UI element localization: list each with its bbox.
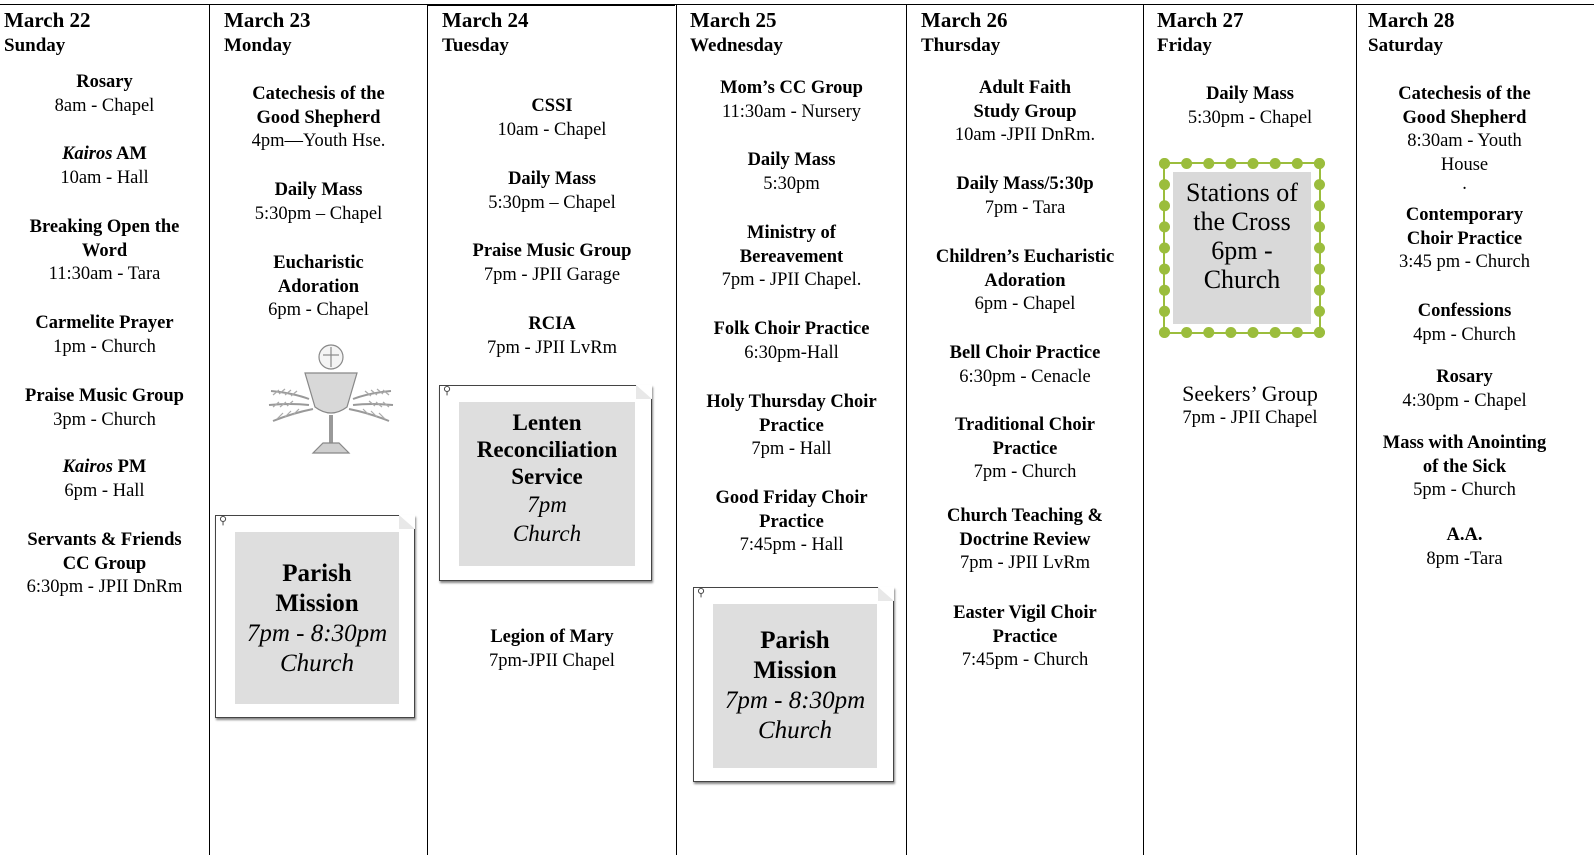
pushpin-icon: ⚲ xyxy=(697,587,706,599)
event xyxy=(210,252,427,323)
day-column-monday xyxy=(209,5,427,855)
event-title: Catechesis of the xyxy=(1398,84,1531,104)
event-details: 10am - Hall xyxy=(60,167,149,188)
event-details: 4:30pm - Chapel xyxy=(1402,390,1527,411)
event xyxy=(0,216,209,287)
day-header xyxy=(690,8,783,58)
event-title-line2: Practice xyxy=(759,511,824,532)
event-title-line2: Adoration xyxy=(984,270,1066,291)
event xyxy=(677,391,906,462)
event xyxy=(677,487,906,558)
note-body xyxy=(459,402,635,566)
day-date: March 27 xyxy=(1157,8,1244,32)
note-title: Parish xyxy=(760,627,830,654)
event xyxy=(1357,300,1572,347)
event-title: Daily Mass/5:30p xyxy=(956,174,1094,194)
stations-of-the-cross-box xyxy=(1159,158,1325,338)
day-date: March 22 xyxy=(4,8,91,32)
event-details: 5:30pm xyxy=(763,173,820,194)
parish-mission-note xyxy=(215,515,415,718)
event-title: Adult Faith xyxy=(978,78,1071,98)
day-header xyxy=(442,8,529,58)
event xyxy=(907,602,1143,673)
event-details-line2: House xyxy=(1440,154,1489,175)
event-title: Good Friday Choir xyxy=(715,488,868,508)
event-details: 8am - Chapel xyxy=(54,95,155,116)
day-name: Saturday xyxy=(1368,35,1443,56)
day-header xyxy=(4,8,91,58)
event-title: Servants & Friends xyxy=(27,530,182,550)
event xyxy=(677,222,906,293)
event xyxy=(0,529,209,600)
event xyxy=(677,149,906,196)
event-title-line2: Bereavement xyxy=(739,246,844,267)
stations-body xyxy=(1173,172,1311,324)
note-body xyxy=(235,532,399,704)
event xyxy=(907,505,1143,576)
event-title-line2: CC Group xyxy=(62,553,147,574)
event-title: Folk Choir Practice xyxy=(713,319,870,339)
weekly-calendar xyxy=(0,4,1594,855)
note-title-line2: Reconciliation xyxy=(476,437,618,462)
event-title: Seekers’ Group xyxy=(1182,381,1318,406)
event-details: 8pm -Tara xyxy=(1426,548,1503,569)
event-title: Church Teaching & xyxy=(947,506,1103,526)
event-title: Breaking Open the xyxy=(29,217,180,237)
note-time: 7pm xyxy=(527,492,567,517)
event-details: 7pm - Hall xyxy=(751,439,832,459)
event-details: 6:30pm - JPII DnRm xyxy=(26,577,183,597)
note-title-line2: Mission xyxy=(275,590,359,617)
event-title: Daily Mass xyxy=(274,180,363,200)
pushpin-icon: ⚲ xyxy=(443,385,452,397)
event-title: Contemporary xyxy=(1405,205,1524,225)
event-title: Legion of Mary xyxy=(490,627,614,647)
event xyxy=(1357,204,1572,275)
event-title: Daily Mass xyxy=(508,169,596,189)
event xyxy=(210,83,427,154)
event-title: Catechesis of the xyxy=(252,84,385,104)
event-details: 7pm - Church xyxy=(973,462,1077,482)
event xyxy=(907,77,1143,148)
event-title-line2: Practice xyxy=(992,438,1058,459)
event-details: 7:45pm - Church xyxy=(961,650,1089,670)
day-name: Wednesday xyxy=(690,35,783,56)
event-details: 7pm - JPII LvRm xyxy=(486,337,617,358)
event xyxy=(1144,83,1356,130)
day-column-tuesday xyxy=(427,5,676,855)
event-title: Daily Mass xyxy=(1206,84,1294,104)
day-date: March 28 xyxy=(1368,8,1455,32)
note-title: Lenten xyxy=(512,410,582,435)
event xyxy=(210,179,427,226)
event-title-line2: Word xyxy=(81,240,128,261)
event-title-suffix: AM xyxy=(112,144,147,164)
day-header xyxy=(1157,8,1244,58)
note-title-line2: Mission xyxy=(753,657,837,684)
event-title-line2: Choir Practice xyxy=(1406,228,1523,249)
day-date: March 24 xyxy=(442,8,529,32)
day-header xyxy=(224,8,311,58)
pushpin-icon: ⚲ xyxy=(219,515,228,527)
day-name: Sunday xyxy=(4,35,66,56)
event-details: 11:30am - Tara xyxy=(48,264,161,284)
event-details: 3pm - Church xyxy=(53,409,156,430)
event-details: 5pm - Church xyxy=(1413,480,1516,500)
note-body xyxy=(713,604,877,768)
event-details: 6pm - Chapel xyxy=(268,300,369,320)
event-details: 7pm - Tara xyxy=(984,197,1066,218)
event-title: Mom’s CC Group xyxy=(720,78,863,98)
event-details: 7pm - JPII Garage xyxy=(483,264,621,285)
event-details: 10am -JPII DnRm. xyxy=(954,125,1096,145)
event xyxy=(428,168,676,215)
day-column-friday xyxy=(1143,5,1356,855)
event-details: 5:30pm – Chapel xyxy=(488,192,616,213)
event xyxy=(0,71,209,118)
event xyxy=(0,456,209,503)
note-fold xyxy=(636,385,652,399)
event xyxy=(1357,524,1572,571)
event-details: 6:30pm-Hall xyxy=(744,342,839,363)
event xyxy=(0,143,209,190)
event-title: CSSI xyxy=(531,96,573,116)
event-details: 4pm—Youth Hse. xyxy=(251,131,386,151)
event-title-line2: of the Sick xyxy=(1422,456,1507,477)
event-title: Rosary xyxy=(76,72,133,92)
note-title: Parish xyxy=(282,560,352,587)
event-title: Mass with Anointing xyxy=(1382,433,1547,453)
parish-mission-note xyxy=(693,587,894,782)
event-title: Confessions xyxy=(1417,301,1512,321)
event xyxy=(0,312,209,359)
event-details: 5:30pm – Chapel xyxy=(254,203,383,224)
day-name: Monday xyxy=(224,35,292,56)
stations-line: 6pm - xyxy=(1211,236,1273,265)
day-column-sunday xyxy=(0,5,209,855)
event-title: Kairos xyxy=(62,457,113,477)
event-title: Holy Thursday Choir xyxy=(706,392,877,412)
day-date: March 25 xyxy=(690,8,777,32)
event-title-suffix: PM xyxy=(113,457,147,477)
event xyxy=(428,95,676,142)
event-details: 11:30am - Nursery xyxy=(721,101,862,122)
note-fold xyxy=(878,587,894,601)
event-title-line2: Good Shepherd xyxy=(256,107,381,128)
note-time: 7pm - 8:30pm xyxy=(246,620,388,647)
event xyxy=(907,173,1143,220)
day-date: March 26 xyxy=(921,8,1008,32)
event-title: Traditional Choir xyxy=(955,415,1095,435)
event-details: 8:30am - Youth xyxy=(1407,131,1522,151)
day-header xyxy=(1368,8,1455,58)
event-title: Praise Music Group xyxy=(472,241,632,261)
event-title: Children’s Eucharistic xyxy=(935,247,1115,267)
day-column-thursday xyxy=(906,5,1143,855)
stations-line: the Cross xyxy=(1193,207,1291,236)
day-date: March 23 xyxy=(224,8,311,32)
event-title-line2: Practice xyxy=(759,415,824,436)
event xyxy=(428,240,676,287)
event-details: 7pm - JPII Chapel xyxy=(1182,408,1318,428)
event xyxy=(428,313,676,360)
event-details: 10am - Chapel xyxy=(497,119,607,140)
event-title-line2: Good Shepherd xyxy=(1402,107,1527,128)
stations-line: Stations of xyxy=(1186,178,1298,207)
event xyxy=(0,385,209,432)
day-name: Thursday xyxy=(921,35,1001,56)
event xyxy=(1357,366,1572,413)
day-name: Friday xyxy=(1157,35,1212,56)
day-column-wednesday xyxy=(676,5,906,855)
event-details: 7:45pm - Hall xyxy=(739,535,844,555)
event-details: 6pm - Hall xyxy=(64,480,145,501)
event-details: 4pm - Church xyxy=(1413,324,1516,345)
event xyxy=(907,414,1143,485)
note-location: Church xyxy=(757,717,833,744)
event-title: RCIA xyxy=(528,314,576,334)
event-title: Ministry of xyxy=(747,223,836,243)
event-title: Eucharistic xyxy=(273,253,364,273)
event-details: 7pm - JPII LvRm xyxy=(959,553,1090,573)
event xyxy=(677,77,906,124)
event-details: 7pm - JPII Chapel. xyxy=(721,270,862,290)
event-details-line3: . xyxy=(1462,174,1467,194)
day-name: Tuesday xyxy=(442,35,509,56)
event-title: Easter Vigil Choir xyxy=(953,603,1097,623)
note-location: Church xyxy=(279,650,355,677)
event-details: 1pm - Church xyxy=(53,336,156,357)
event-title: Carmelite Prayer xyxy=(35,313,174,333)
event-title-line2: Adoration xyxy=(277,276,360,297)
event-title: A.A. xyxy=(1446,525,1483,545)
event-details: 7pm-JPII Chapel xyxy=(489,650,615,671)
note-fold xyxy=(399,515,415,529)
note-location: Church xyxy=(512,521,582,546)
event xyxy=(907,342,1143,389)
event-title-line2: Practice xyxy=(992,626,1058,647)
event-details: 6:30pm - Cenacle xyxy=(959,366,1091,387)
event xyxy=(1144,381,1356,431)
day-header xyxy=(921,8,1008,58)
event-details: 3:45 pm - Church xyxy=(1398,252,1531,272)
event-title-line2: Study Group xyxy=(973,101,1077,122)
event xyxy=(1357,83,1572,194)
event-title: Daily Mass xyxy=(747,150,836,170)
event-title-line2: Doctrine Review xyxy=(959,529,1091,550)
event xyxy=(677,318,906,365)
event xyxy=(428,626,676,673)
tuesday-top-border xyxy=(427,4,675,6)
event-title: Bell Choir Practice xyxy=(949,343,1101,363)
lenten-reconciliation-note xyxy=(439,385,652,581)
note-time: 7pm - 8:30pm xyxy=(724,687,866,714)
event-title: Kairos xyxy=(62,144,113,164)
day-column-saturday xyxy=(1356,5,1594,855)
event-title: Rosary xyxy=(1436,367,1493,387)
event xyxy=(907,246,1143,317)
event xyxy=(1357,432,1572,503)
event-details: 6pm - Chapel xyxy=(974,294,1076,314)
event-title: Praise Music Group xyxy=(25,386,184,406)
note-title-line3: Service xyxy=(511,464,583,489)
chalice-with-wheat-icon xyxy=(265,335,397,461)
event-details: 5:30pm - Chapel xyxy=(1187,107,1313,128)
stations-line: Church xyxy=(1203,265,1281,294)
